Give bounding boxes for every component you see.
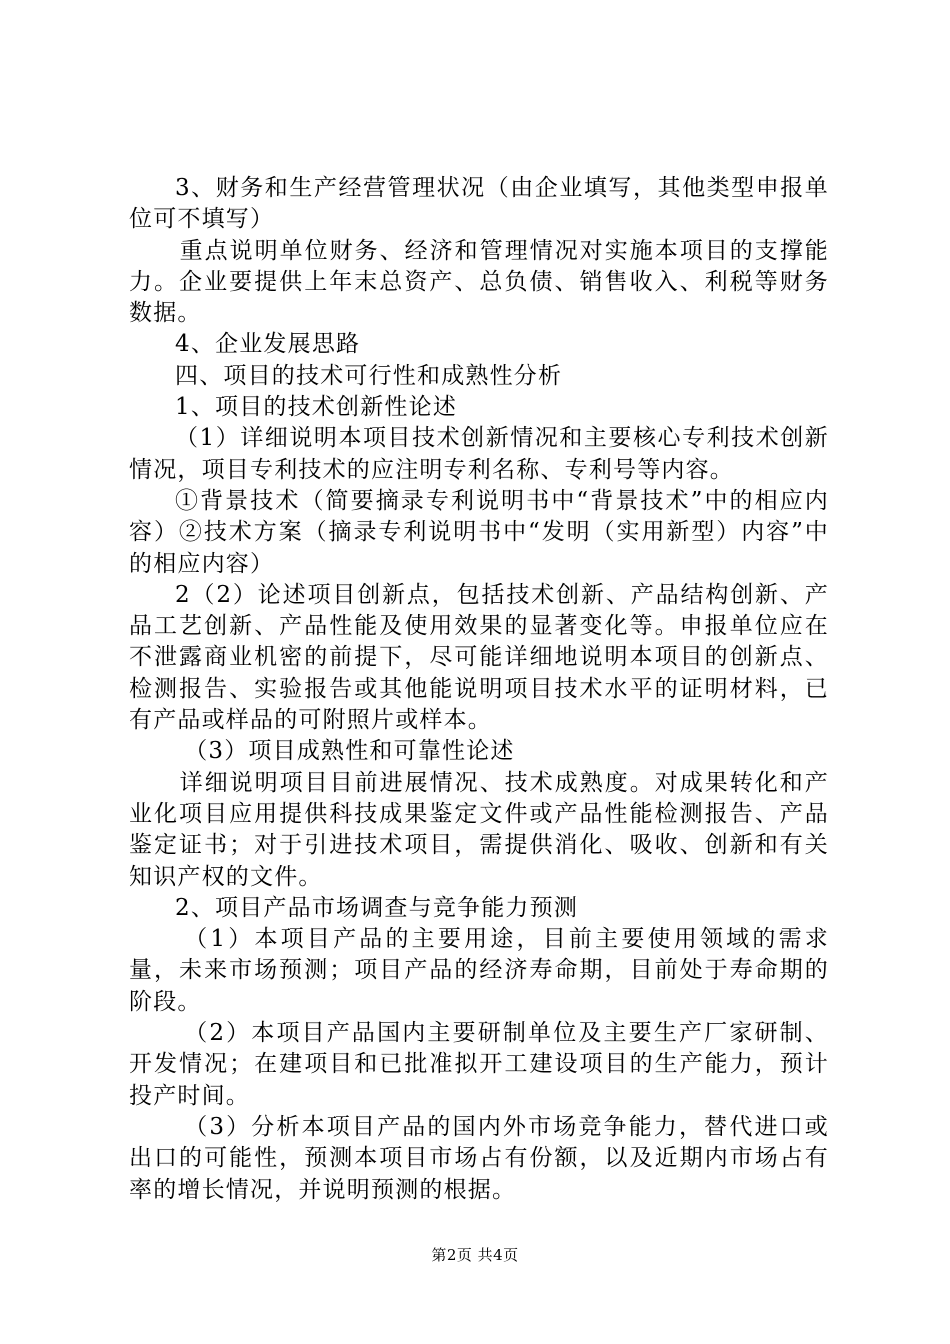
paragraph: ①背景技术（简要摘录专利说明书中“背景技术”中的相应内容）②技术方案（摘录专利说明书中“发明（实用新型）内容”中的相应内容） <box>129 487 829 577</box>
paragraph: 1、项目的技术创新性论述 <box>175 394 458 421</box>
paragraph: 4、企业发展思路 <box>175 331 361 358</box>
paragraph: 详细说明项目目前进展情况、技术成熟度。对成果转化和产业化项目应用提供科技成果鉴定文件或产品性能检测报告、产品鉴定证书；对于引进技术项目，需提供消化、吸收、创新和有关知识产权的文件。 <box>129 769 829 890</box>
paragraph: （1）本项目产品的主要用途，目前主要使用领域的需求量，未来市场预测；项目产品的经济寿命期，目前处于寿命期的阶段。 <box>129 926 829 1015</box>
document-body <box>129 173 829 1206</box>
paragraph: （3）分析本项目产品的国内外市场竞争能力，替代进口或出口的可能性，预测本项目市场占有份额，以及近期内市场占有率的增长情况，并说明预测的根据。 <box>129 1113 829 1203</box>
paragraph: （1）详细说明本项目技术创新情况和主要核心专利技术创新情况，项目专利技术的应注明专利名称、专利号等内容。 <box>129 425 829 483</box>
page-number-footer: 第2页 共4页 <box>431 1246 519 1264</box>
paragraph: 重点说明单位财务、经济和管理情况对实施本项目的支撑能力。企业要提供上年末总资产、总负债、销售收入、利税等财务数据。 <box>129 237 829 327</box>
paragraph: 2（2）论述项目创新点，包括技术创新、产品结构创新、产品工艺创新、产品性能及使用效果的显著变化等。申报单位应在不泄露商业机密的前提下，尽可能详细地说明本项目的创新点、检测报告、实验报告或其他能说明项目技术水平的证明材料，已有产品或样品的可附照片或样本。 <box>129 581 829 734</box>
section-heading: 四、项目的技术可行性和成熟性分析 <box>175 362 563 389</box>
paragraph: （3）项目成熟性和可靠性论述 <box>184 738 515 765</box>
paragraph: 3、财务和生产经营管理状况（由企业填写，其他类型申报单位可不填写） <box>129 175 829 233</box>
paragraph: 2、项目产品市场调查与竞争能力预测 <box>175 894 579 921</box>
paragraph: （2）本项目产品国内主要研制单位及主要生产厂家研制、开发情况；在建项目和已批准拟开工建设项目的生产能力，预计投产时间。 <box>129 1020 829 1109</box>
